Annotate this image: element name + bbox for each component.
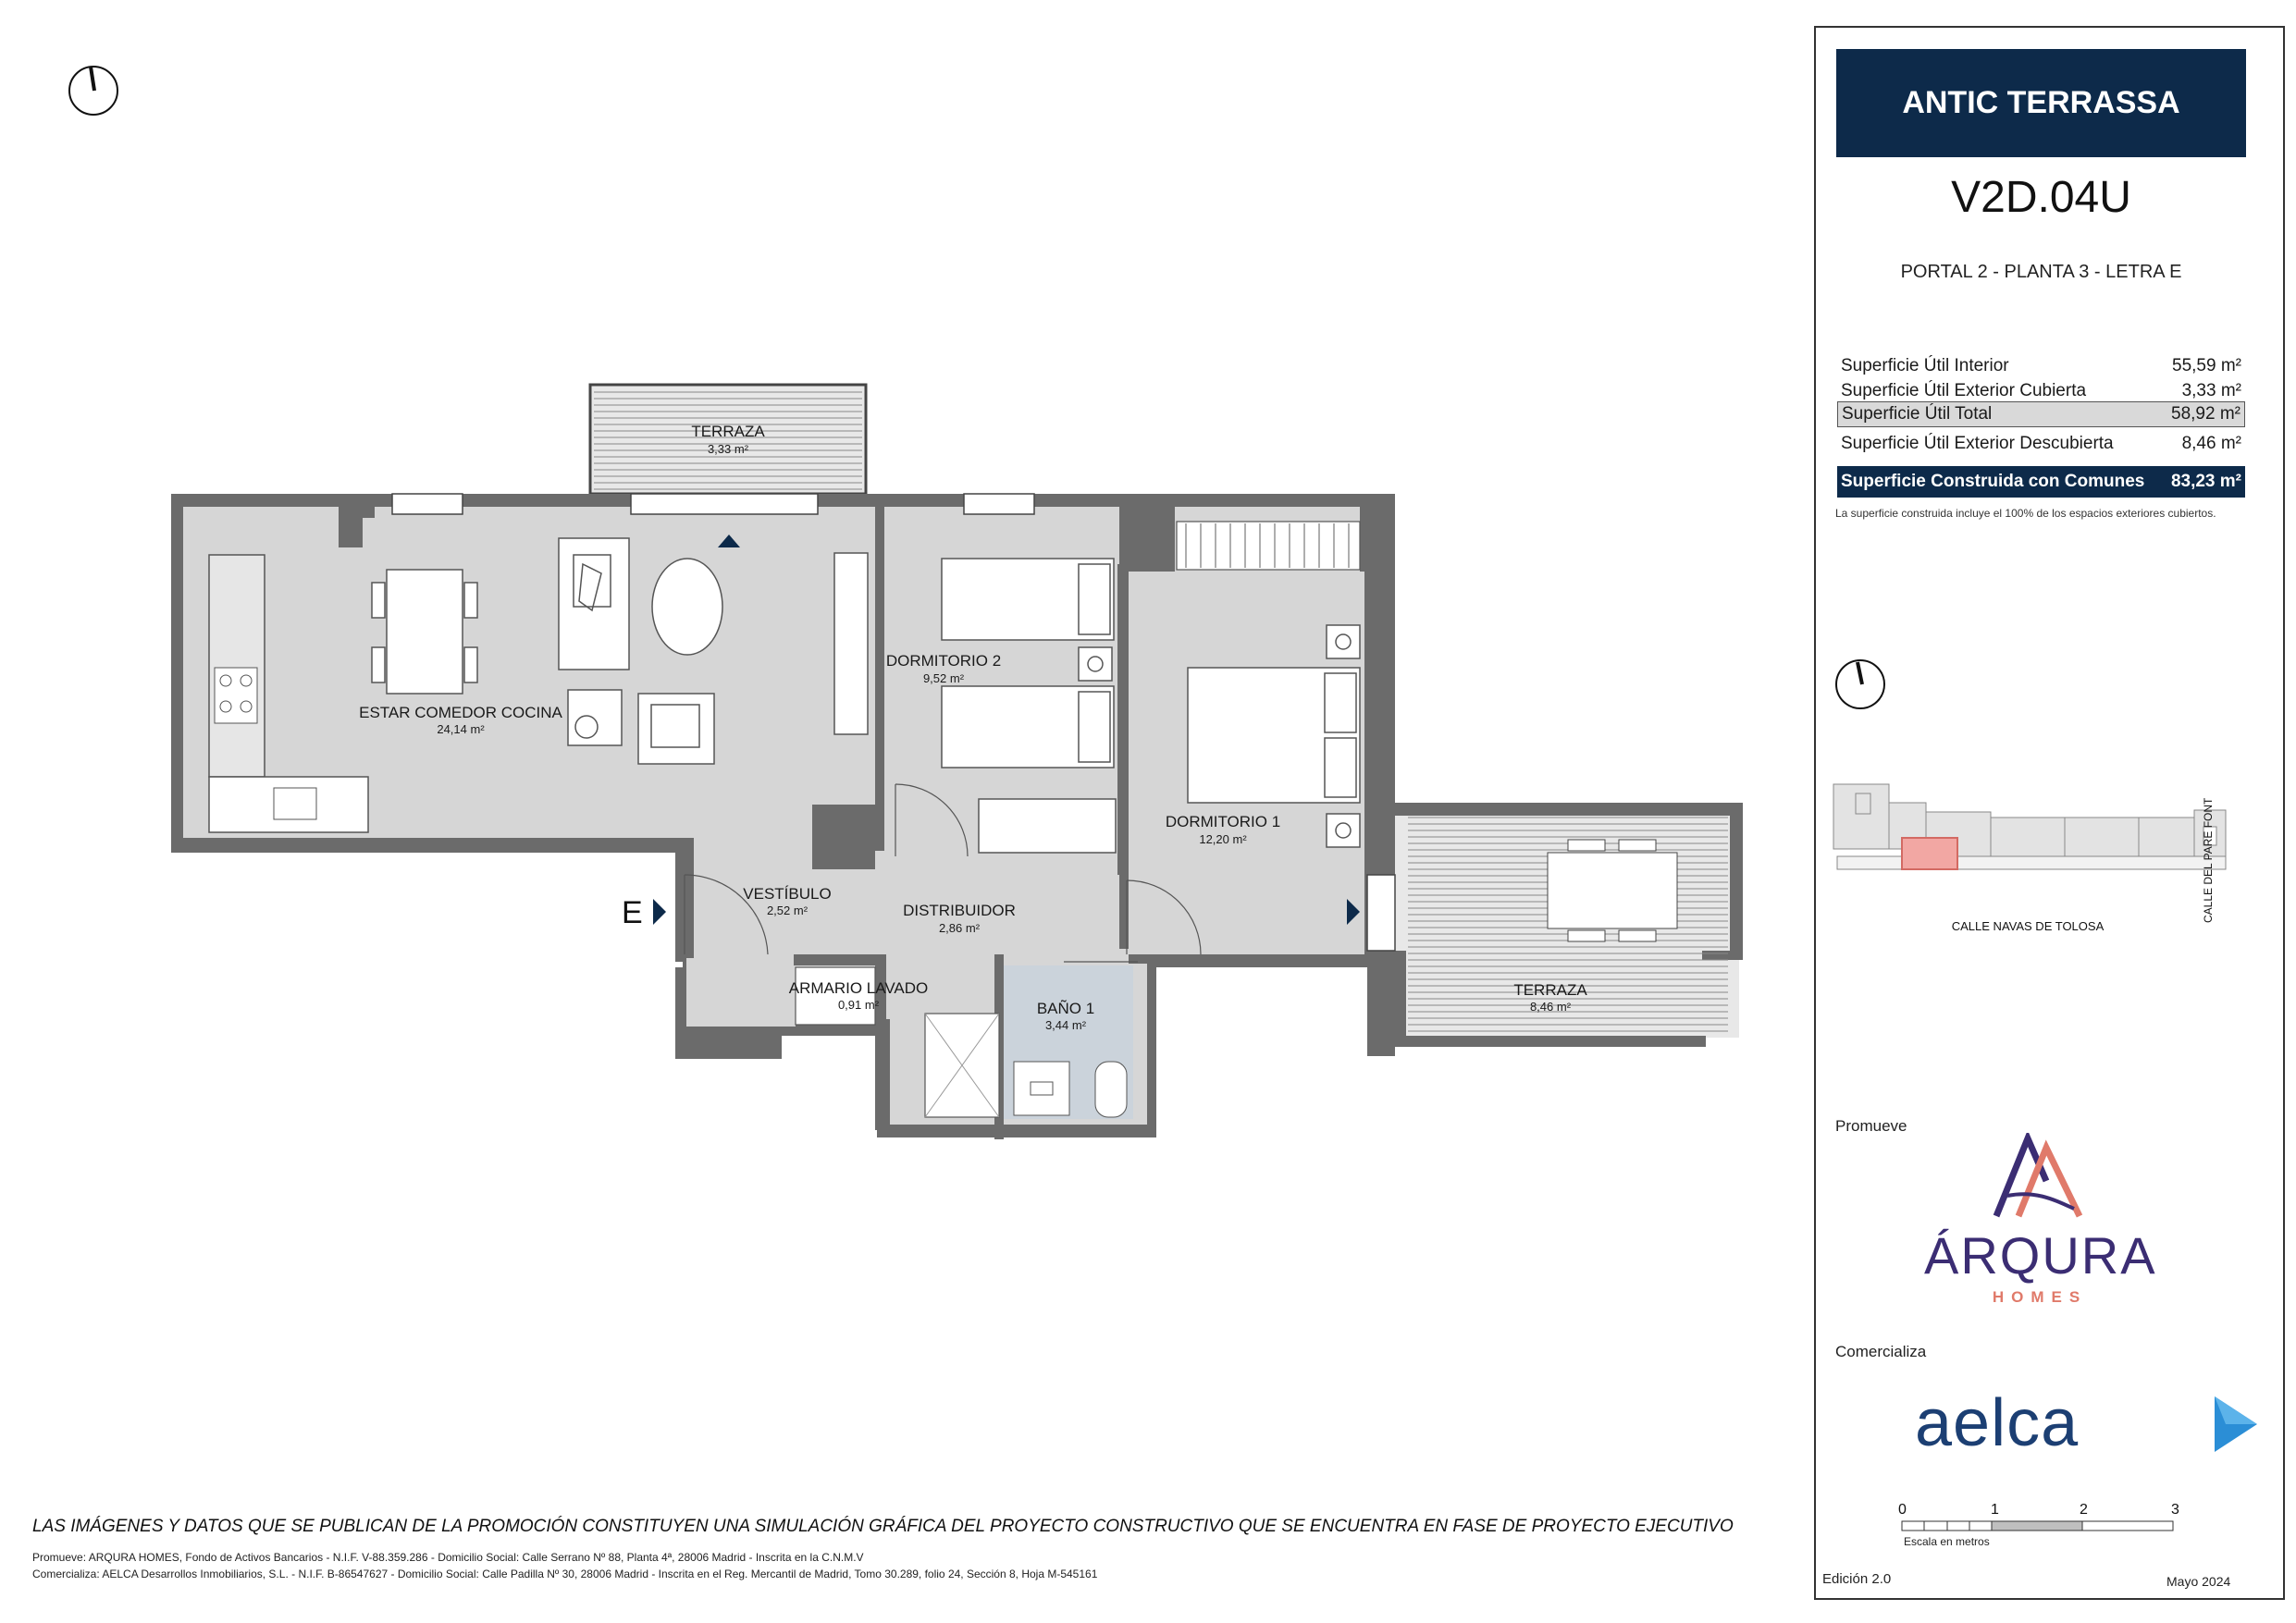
- toilet-icon: [1095, 1062, 1127, 1117]
- surface-label: Superficie Construida con Comunes: [1841, 472, 2145, 491]
- room-area: 2,52 m²: [766, 904, 809, 917]
- surface-row: [1837, 378, 2245, 404]
- wardrobe-icon: [834, 553, 868, 734]
- scale-bar: [1901, 1518, 2179, 1533]
- sofa-icon: [559, 538, 629, 670]
- scale-tick: 0: [1898, 1502, 1907, 1518]
- scale-tick: 3: [2171, 1502, 2179, 1518]
- date-label: Mayo 2024: [2166, 1574, 2231, 1589]
- room-name: VESTÍBULO: [743, 885, 832, 903]
- surface-row-built: [1837, 466, 2245, 498]
- surface-value: 83,23 m²: [2170, 472, 2241, 491]
- surface-value: 3,33 m²: [2181, 381, 2241, 400]
- surface-value: 55,59 m²: [2172, 356, 2241, 375]
- site-plan: [1833, 784, 2226, 869]
- street-bottom-label: CALLE NAVAS DE TOLOSA: [1951, 919, 2105, 932]
- entrance-label: E: [622, 895, 643, 930]
- promoter-logo-text: ÁRQURA: [1924, 1226, 2157, 1285]
- surface-label: Superficie Útil Total: [1842, 404, 1993, 424]
- edition-label: Edición 2.0: [1822, 1571, 1892, 1587]
- room-name: DISTRIBUIDOR: [903, 902, 1016, 919]
- room-area: 24,14 m²: [437, 722, 485, 736]
- room-name: ARMARIO LAVADO: [788, 979, 929, 997]
- room-area: 2,86 m²: [938, 921, 981, 935]
- room-name: BAÑO 1: [1036, 1000, 1095, 1017]
- room-area: 8,46 m²: [1529, 1000, 1572, 1014]
- surface-note: La superficie construida incluye el 100% de los espacios exteriores cubiertos.: [1835, 507, 2216, 520]
- north-arrow-icon: [1836, 660, 1884, 708]
- arqura-logo-icon: [1989, 1133, 2091, 1221]
- cooktop-icon: [215, 668, 257, 723]
- dining-table-icon: [372, 570, 477, 694]
- scale-caption: Escala en metros: [1904, 1535, 1990, 1548]
- seller-logo-text: aelca: [1915, 1386, 2080, 1460]
- scale-tick: 1: [1991, 1502, 1999, 1518]
- project-title: ANTIC TERRASSA: [1836, 49, 2246, 157]
- room-name: DORMITORIO 1: [1165, 813, 1281, 830]
- surface-row-total: [1837, 401, 2245, 427]
- room-area: 9,52 m²: [922, 671, 965, 685]
- surface-value: 8,46 m²: [2181, 434, 2241, 453]
- outdoor-table-icon: [1548, 840, 1677, 941]
- street-right-label: CALLE DEL PARE FONT: [2202, 797, 2215, 923]
- washbasin-icon: [1014, 1062, 1069, 1115]
- unit-location: PORTAL 2 - PLANTA 3 - LETRA E: [1900, 262, 2182, 282]
- surface-row: [1837, 353, 2245, 379]
- unit-code: V2D.04U: [1951, 173, 2131, 222]
- room-name: DORMITORIO 2: [885, 652, 1002, 670]
- aelca-play-icon: [2213, 1395, 2259, 1454]
- disclaimer: LAS IMÁGENES Y DATOS QUE SE PUBLICAN DE LA PROMOCIÓN CONSTITUYEN UNA SIMULACIÓN GRÁFICA DEL PROYECTO CONSTRUCTIVO QUE SE ENCUENTRA EN FASE DE PROYECTO EJECUTIVO: [32, 1517, 1734, 1536]
- room-area: 3,33 m²: [707, 442, 749, 456]
- seller-label: Comercializa: [1835, 1343, 1927, 1360]
- room-name: TERRAZA: [1513, 981, 1587, 999]
- entrance-arrow-icon: [653, 899, 666, 925]
- promoter-label: Promueve: [1835, 1117, 1907, 1135]
- surface-label: Superficie Útil Exterior Descubierta: [1841, 434, 2114, 453]
- room-area: 12,20 m²: [1199, 832, 1247, 846]
- promoter-logo-sub: HOMES: [1992, 1288, 2088, 1306]
- unit-highlight: [1902, 838, 1957, 869]
- room-name: TERRAZA: [691, 423, 765, 440]
- wardrobe-dorm1-icon: [1177, 522, 1360, 570]
- scale-tick: 2: [2080, 1502, 2088, 1518]
- north-arrow-icon: [69, 67, 117, 115]
- location-map: [1828, 655, 2272, 932]
- surface-row: [1837, 431, 2245, 457]
- room-area: 0,91 m²: [837, 998, 880, 1012]
- legal-line: Comercializa: AELCA Desarrollos Inmobiliarios, S.L. - N.I.F. B-86547627 - Domicilio Social: Calle Padilla Nº 30, 28006 Madrid - Inscrita en el Reg. Mercantil de Madrid, Tomo 30.289, folio 24, Sección 8, Hoja M-545161: [32, 1568, 1098, 1580]
- surface-value: 58,92 m²: [2171, 404, 2240, 424]
- coffee-table-icon: [652, 559, 722, 655]
- surface-label: Superficie Útil Interior: [1841, 356, 2009, 375]
- room-area: 3,44 m²: [1044, 1018, 1087, 1032]
- legal-line: Promueve: ARQURA HOMES, Fondo de Activos Bancarios - N.I.F. V-88.359.286 - Domicilio Social: Calle Serrano Nº 88, Planta 4ª, 28006 Madrid - Inscrita en la C.N.M.V: [32, 1551, 864, 1564]
- room-name: ESTAR COMEDOR COCINA: [359, 704, 562, 721]
- surface-label: Superficie Útil Exterior Cubierta: [1841, 381, 2087, 400]
